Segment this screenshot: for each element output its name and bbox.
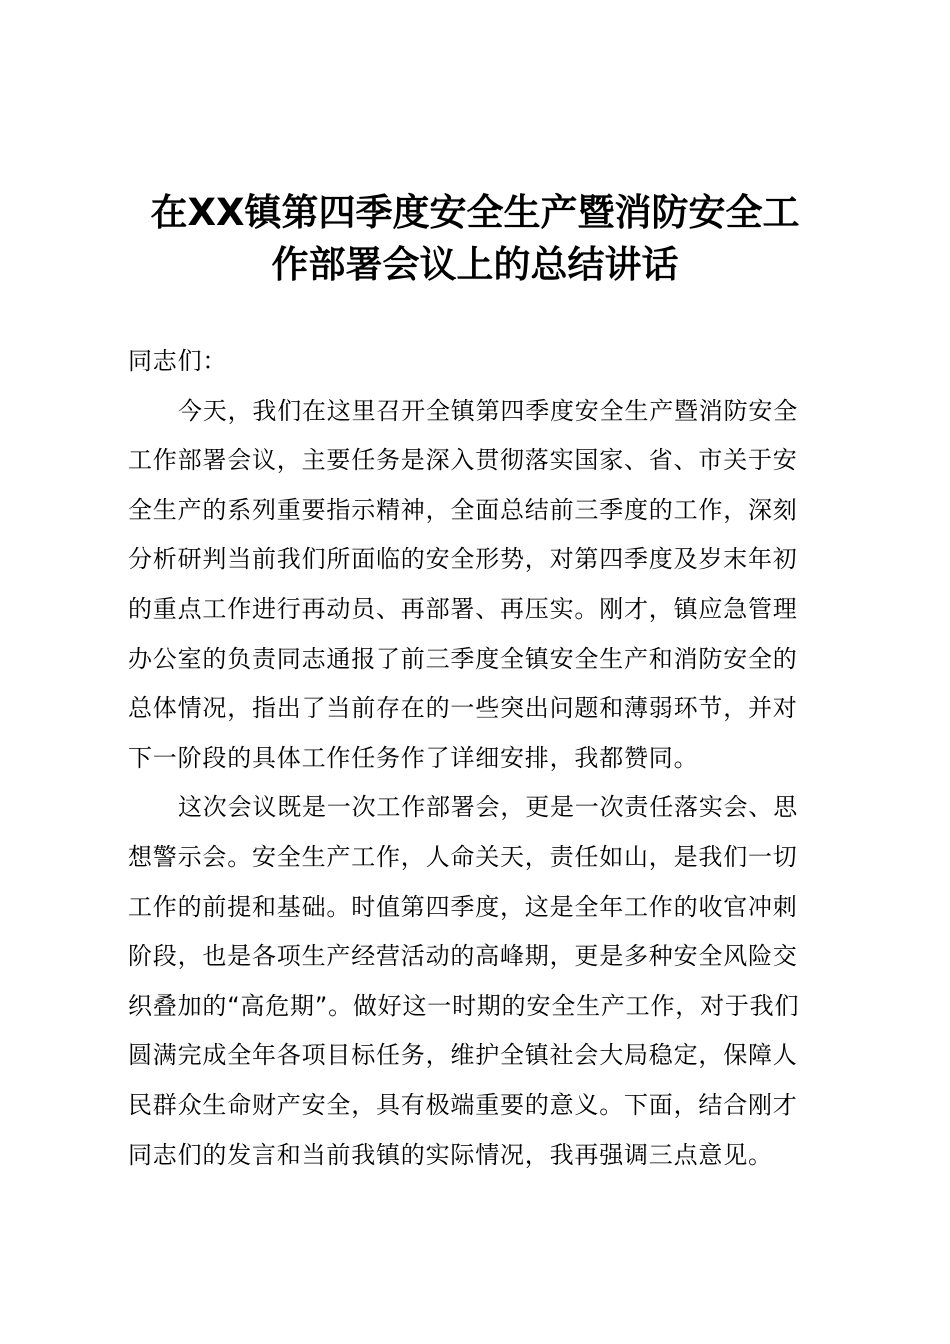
- text-line: 总体情况，指出了当前存在的一些突出问题和薄弱环节，并对: [128, 694, 798, 723]
- text-line: 民群众生命财产安全，具有极端重要的意义。下面，结合刚才: [128, 1090, 798, 1119]
- text-line: 工作的前提和基础。时值第四季度，这是全年工作的收官冲刺: [128, 892, 798, 921]
- text-line: 阶段，也是各项生产经营活动的高峰期，更是多种安全风险交: [128, 942, 798, 971]
- text-line: 全生产的系列重要指示精神，全面总结前三季度的工作，深刻: [128, 495, 798, 524]
- title-line: 在XX镇第四季度安全生产暨消防安全工: [150, 191, 800, 234]
- text-line: 下一阶段的具体工作任务作了详细安排，我都赞同。: [128, 743, 699, 772]
- text-line: 工作部署会议，主要任务是深入贯彻落实国家、省、市关于安: [128, 446, 798, 475]
- paragraph-2: [128, 783, 828, 1180]
- text-line: 今天，我们在这里召开全镇第四季度安全生产暨消防安全: [178, 396, 798, 425]
- paragraph-1: [128, 387, 828, 784]
- salutation: 同志们：: [128, 347, 228, 375]
- text-line: 办公室的负责同志通报了前三季度全镇安全生产和消防安全的: [128, 644, 798, 673]
- text-line: 圆满完成全年各项目标任务，维护全镇社会大局稳定，保障人: [128, 1041, 798, 1070]
- text-line: 这次会议既是一次工作部署会，更是一次责任落实会、思: [178, 793, 798, 822]
- document-title: [0, 187, 950, 291]
- title-line: 作部署会议上的总结讲话: [271, 243, 679, 286]
- text-line: 分析研判当前我们所面临的安全形势，对第四季度及岁末年初: [128, 545, 798, 574]
- text-line: 的重点工作进行再动员、再部署、再压实。刚才，镇应急管理: [128, 594, 798, 623]
- text-line: 想警示会。安全生产工作，人命关天，责任如山，是我们一切: [128, 842, 798, 871]
- text-line: 同志们的发言和当前我镇的实际情况，我再强调三点意见。: [128, 1140, 773, 1169]
- document-body: [128, 337, 828, 1180]
- text-line: 织叠加的“高危期”。做好这一时期的安全生产工作，对于我们: [128, 991, 800, 1020]
